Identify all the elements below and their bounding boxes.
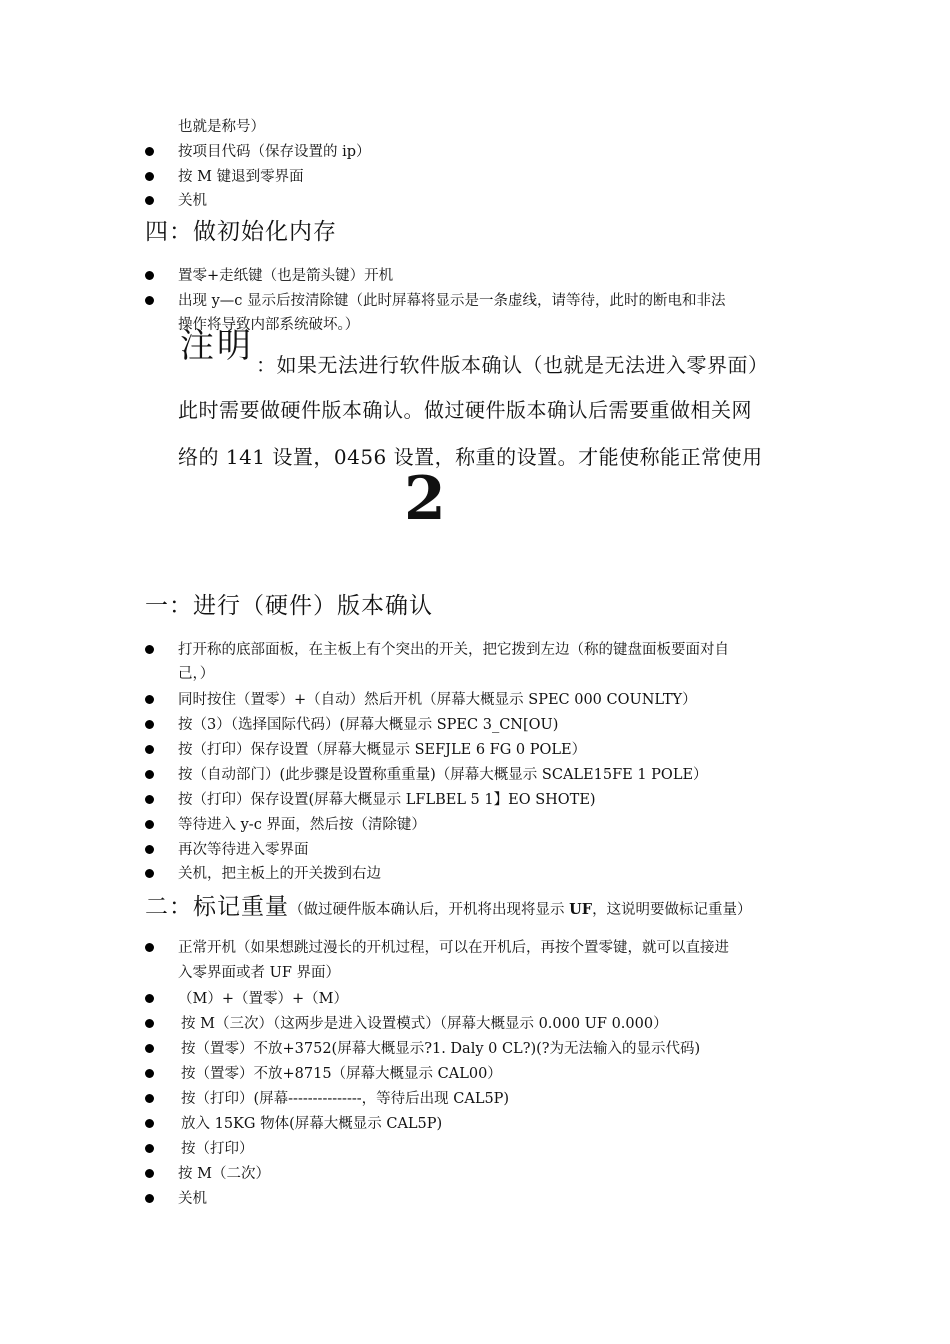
- list-item: 按（置零）不放+8715（屏幕大概显示 CAL00）: [181, 1066, 502, 1082]
- bullet-icon: [145, 770, 154, 779]
- list-item-continued: 己，）: [178, 666, 215, 682]
- bullet-icon: [145, 820, 154, 829]
- section1-heading: 一：进行（硬件）版本确认: [145, 593, 433, 619]
- bullet-icon: [145, 1194, 154, 1203]
- list-item: （M）+（置零）+（M）: [178, 991, 348, 1007]
- bullet-icon: [145, 1094, 154, 1103]
- subheading-bold: UF: [569, 901, 593, 918]
- note-line: 此时需要做硬件版本确认。做过硬件版本确认后需要重做相关网: [178, 398, 752, 422]
- bullet-icon: [145, 994, 154, 1003]
- bullet-icon: [145, 1119, 154, 1128]
- list-item: 按（打印）: [181, 1141, 254, 1157]
- list-item: 关机: [178, 193, 207, 209]
- list-item: 放入 15KG 物体(屏幕大概显示 CAL5P): [181, 1116, 443, 1132]
- list-item: 按（打印）(屏幕---------------，等待后出现 CAL5P): [181, 1091, 510, 1107]
- bullet-icon: [145, 147, 154, 156]
- list-item-continued: 入零界面或者 UF 界面）: [178, 965, 340, 981]
- bullet-icon: [145, 645, 154, 654]
- list-item: 关机: [178, 1191, 207, 1207]
- list-item: 按项目代码（保存设置的 ip）: [178, 144, 371, 160]
- bullet-icon: [145, 720, 154, 729]
- bullet-icon: [145, 1019, 154, 1028]
- bullet-icon: [145, 845, 154, 854]
- bullet-icon: [145, 172, 154, 181]
- list-item: 按（自动部门）(此步骤是设置称重重量)（屏幕大概显示 SCALE15FE 1 POLE）: [178, 767, 708, 783]
- list-item: 按 M（二次）: [178, 1166, 270, 1182]
- subheading-text: ，这说明要做标记重量）: [592, 902, 752, 918]
- section2-subheading: [289, 902, 752, 918]
- list-item: 置零+走纸键（也是箭头键）开机: [178, 268, 394, 284]
- bullet-icon: [145, 943, 154, 952]
- subheading-text: （做过硬件版本确认后，开机将出现将显示: [289, 902, 570, 918]
- list-item: 按 M 键退到零界面: [178, 169, 304, 185]
- continued-line: 也就是称号）: [178, 119, 265, 135]
- list-item: 按（置零）不放+3752(屏幕大概显示?1. Daly 0 CL?)(?为无法输入的显示代码): [181, 1041, 701, 1057]
- list-item: 等待进入 y-c 界面，然后按（清除键）: [178, 817, 426, 833]
- bullet-icon: [145, 1169, 154, 1178]
- section2-title: 二：标记重量: [145, 894, 289, 920]
- page-number: 2: [404, 464, 446, 534]
- list-item: 同时按住（置零）+（自动）然后开机（屏幕大概显示 SPEC 000 COUNLTY）: [178, 692, 697, 708]
- list-item: 按（打印）保存设置(屏幕大概显示 LFLBEL 5 1】EO SHOTE): [178, 792, 596, 808]
- bullet-icon: [145, 296, 154, 305]
- bullet-icon: [145, 1144, 154, 1153]
- bullet-icon: [145, 1069, 154, 1078]
- list-item: 按（打印）保存设置（屏幕大概显示 SEFJLE 6 FG 0 POLE）: [178, 742, 587, 758]
- bullet-icon: [145, 695, 154, 704]
- list-item: 再次等待进入零界面: [178, 842, 309, 858]
- bullet-icon: [145, 869, 154, 878]
- list-item: 按（3）（选择国际代码）(屏幕大概显示 SPEC 3_CN[OU): [178, 717, 559, 733]
- note-line: ：如果无法进行软件版本确认（也就是无法进入零界面）: [256, 353, 769, 377]
- bullet-icon: [145, 271, 154, 280]
- note-title: 注明: [180, 326, 254, 366]
- list-item-continued: 操作将导致内部系统破坏。）: [178, 317, 360, 333]
- list-item: 打开称的底部面板，在主板上有个突出的开关，把它拨到左边（称的键盘面板要面对自: [178, 642, 729, 658]
- section2-heading: [145, 893, 752, 924]
- section4-heading: 四：做初始化内存: [145, 219, 337, 245]
- bullet-icon: [145, 196, 154, 205]
- list-item: 按 M（三次）（这两步是进入设置模式）（屏幕大概显示 0.000 UF 0.000）: [181, 1016, 668, 1032]
- bullet-icon: [145, 745, 154, 754]
- list-item: 正常开机（如果想跳过漫长的开机过程，可以在开机后，再按个置零键，就可以直接进: [178, 940, 729, 956]
- bullet-icon: [145, 1044, 154, 1053]
- list-item: 关机，把主板上的开关拨到右边: [178, 866, 381, 882]
- list-item: 出现 y—c 显示后按清除键（此时屏幕将显示是一条虚线，请等待，此时的断电和非法: [178, 293, 726, 309]
- bullet-icon: [145, 795, 154, 804]
- note-line: 络的 141 设置，0456 设置，称重的设置。才能使称能正常使用: [178, 445, 763, 469]
